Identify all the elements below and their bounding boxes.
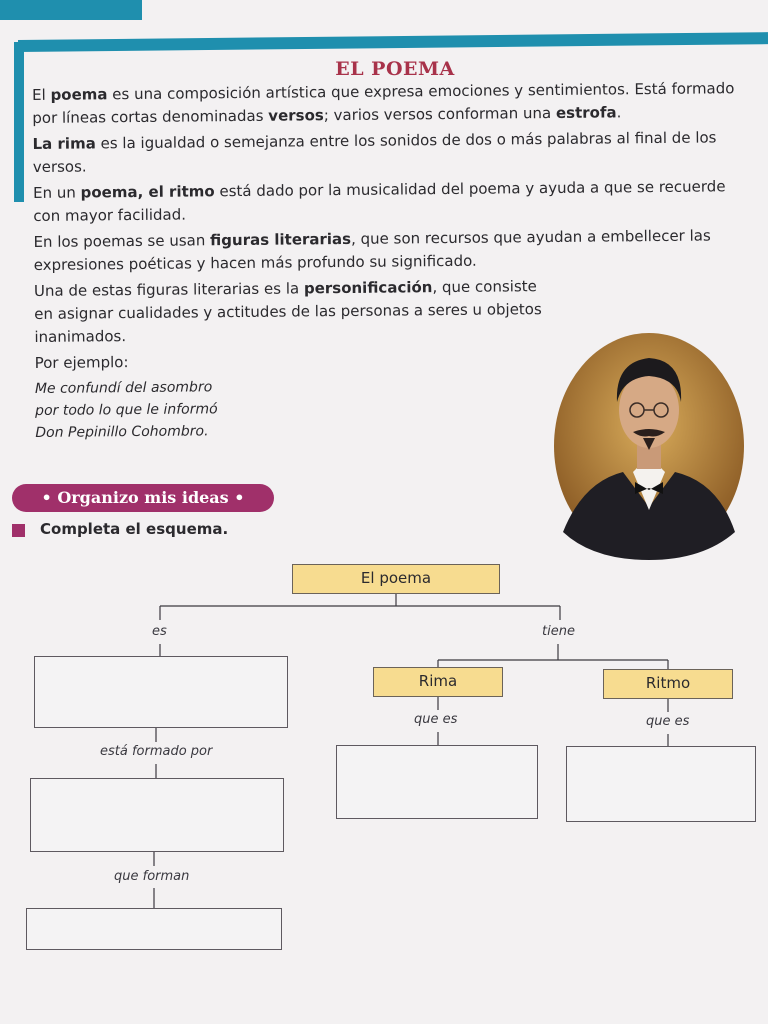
keyword-rima: La rima	[32, 134, 96, 153]
link-tiene: tiene	[542, 624, 575, 639]
paragraph-ejemplo: Por ejemplo:	[34, 353, 129, 372]
link-rima-que-es: que es	[414, 712, 458, 727]
text: , que son recursos que ayudan a embellecer las expresiones poéticas y hacen más profundo su significado.	[33, 226, 711, 274]
keyword-figuras: figuras literarias	[210, 229, 352, 250]
link-ritmo-que-es: que es	[646, 714, 690, 729]
keyword-estrofa: estrofa	[555, 103, 617, 122]
link-formado-por: está formado por	[100, 744, 213, 759]
instruction-text: Completa el esquema.	[40, 520, 229, 538]
answer-box-que-forman[interactable]	[26, 908, 282, 950]
text: .	[616, 103, 622, 122]
text: En un	[32, 183, 81, 202]
text: es una composición artística que expresa emociones y sentimientos. Está formado por líneas cortas denominadas	[32, 79, 735, 127]
link-que-forman: que forman	[114, 869, 190, 884]
verse-line: Don Pepinillo Cohombro.	[35, 423, 209, 441]
text: En los poemas se usan	[33, 231, 211, 251]
text: Una de estas figuras literarias es la	[33, 279, 304, 300]
verse-line: por todo lo que le informó	[35, 401, 218, 419]
text: , que consiste en asignar cualidades y actitudes de las personas a seres u objetos inanimados.	[34, 277, 542, 346]
keyword-versos: versos	[268, 106, 324, 125]
keyword-personificacion: personificación	[303, 278, 433, 298]
keyword-poema: poema	[50, 85, 108, 104]
diagram-root-el-poema: El poema	[292, 564, 500, 594]
text: es la igualdad o semejanza entre los sonidos de dos o más palabras al final de los versos.	[32, 128, 717, 176]
link-es: es	[152, 624, 167, 639]
answer-box-rima[interactable]	[336, 745, 538, 819]
answer-box-formado-por[interactable]	[30, 778, 284, 852]
keyword-ritmo: poema, el ritmo	[80, 182, 215, 202]
diagram-node-ritmo: Ritmo	[603, 669, 733, 699]
section-pill-organizo: • Organizo mis ideas •	[12, 484, 274, 512]
answer-box-es[interactable]	[34, 656, 288, 728]
text: está dado por la musicalidad del poema y ayuda a que se recuerde con mayor facilidad.	[33, 177, 726, 225]
verse-line: Me confundí del asombro	[34, 379, 213, 397]
diagram-node-rima: Rima	[373, 667, 503, 697]
text: ; varios versos conforman una	[323, 103, 557, 125]
text: El	[32, 85, 51, 104]
page-title: EL POEMA	[335, 58, 455, 80]
answer-box-ritmo[interactable]	[566, 746, 756, 822]
